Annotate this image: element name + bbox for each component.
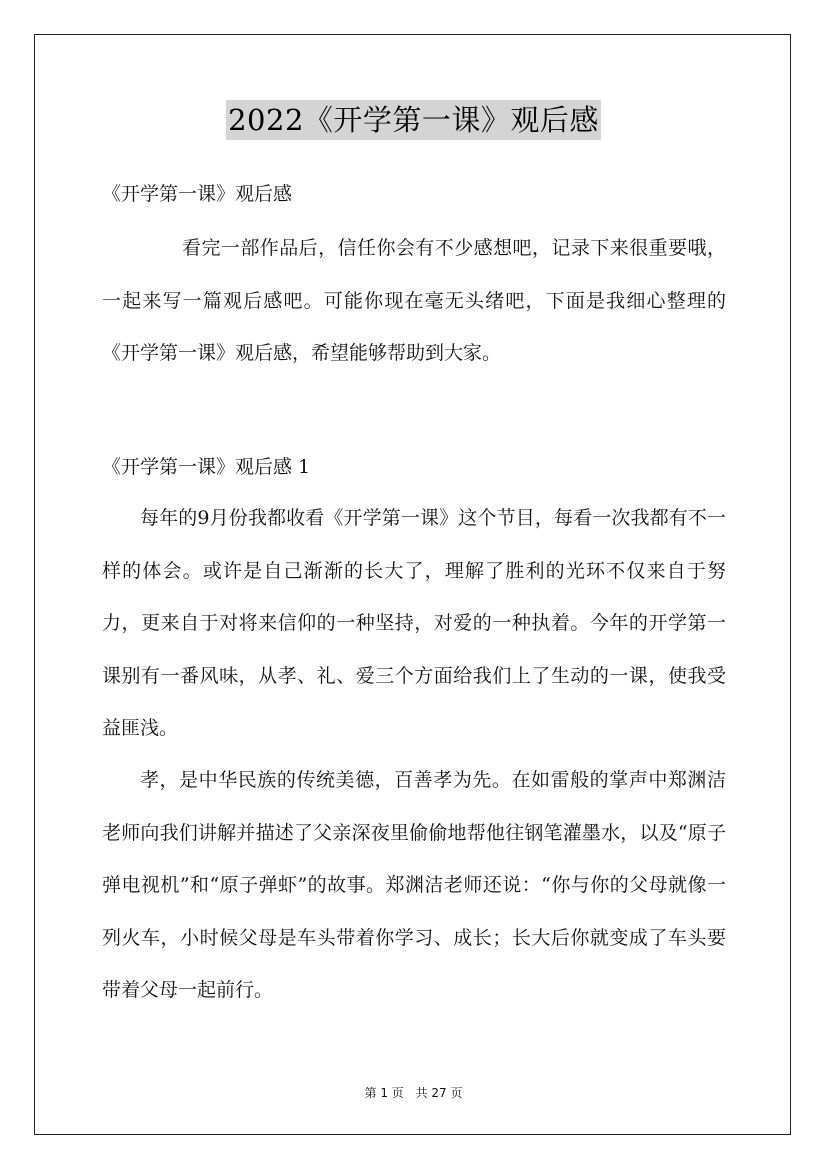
intro-paragraph: 看完一部作品后，信任你会有不少感想吧，记录下来很重要哦，一起来写一篇观后感吧。可能你现在毫无头绪吧，下面是我细心整理的《开学第一课》观后感，希望能够帮助到大家。 [102, 237, 726, 364]
title-container [0, 100, 827, 140]
section-heading: 《开学第一课》观后感 1 [102, 456, 311, 478]
page-footer [0, 1084, 827, 1101]
body-paragraph-1: 每年的9月份我都收看《开学第一课》这个节目，每看一次我都有不一样的体会。或许是自己渐渐的长大了，理解了胜利的光环不仅来自于努力，更来自于对将来信仰的一种坚持，对爱的一种执着。今年的开学第一课别有一番风味，从孝、礼、爱三个方面给我们上了生动的一课，使我受益匪浅。 [102, 507, 726, 739]
total-pages: 共 27 页 [415, 1086, 463, 1100]
body-paragraph-2: 孝，是中华民族的传统美德，百善孝为先。在如雷般的掌声中郑渊洁老师向我们讲解并描述了父亲深夜里偷偷地帮他往钢笔灌墨水，以及“原子弹电视机”和“原子弹虾”的故事。郑渊洁老师还说：“你与你的父母就像一列火车，小时候父母是车头带着你学习、成长；长大后你就变成了车头要带着父母一起前行。 [102, 769, 726, 1001]
document-subtitle: 《开学第一课》观后感 [102, 183, 293, 205]
document-title: 2022《开学第一课》观后感 [226, 100, 601, 140]
page-number: 第 1 页 [364, 1086, 404, 1100]
